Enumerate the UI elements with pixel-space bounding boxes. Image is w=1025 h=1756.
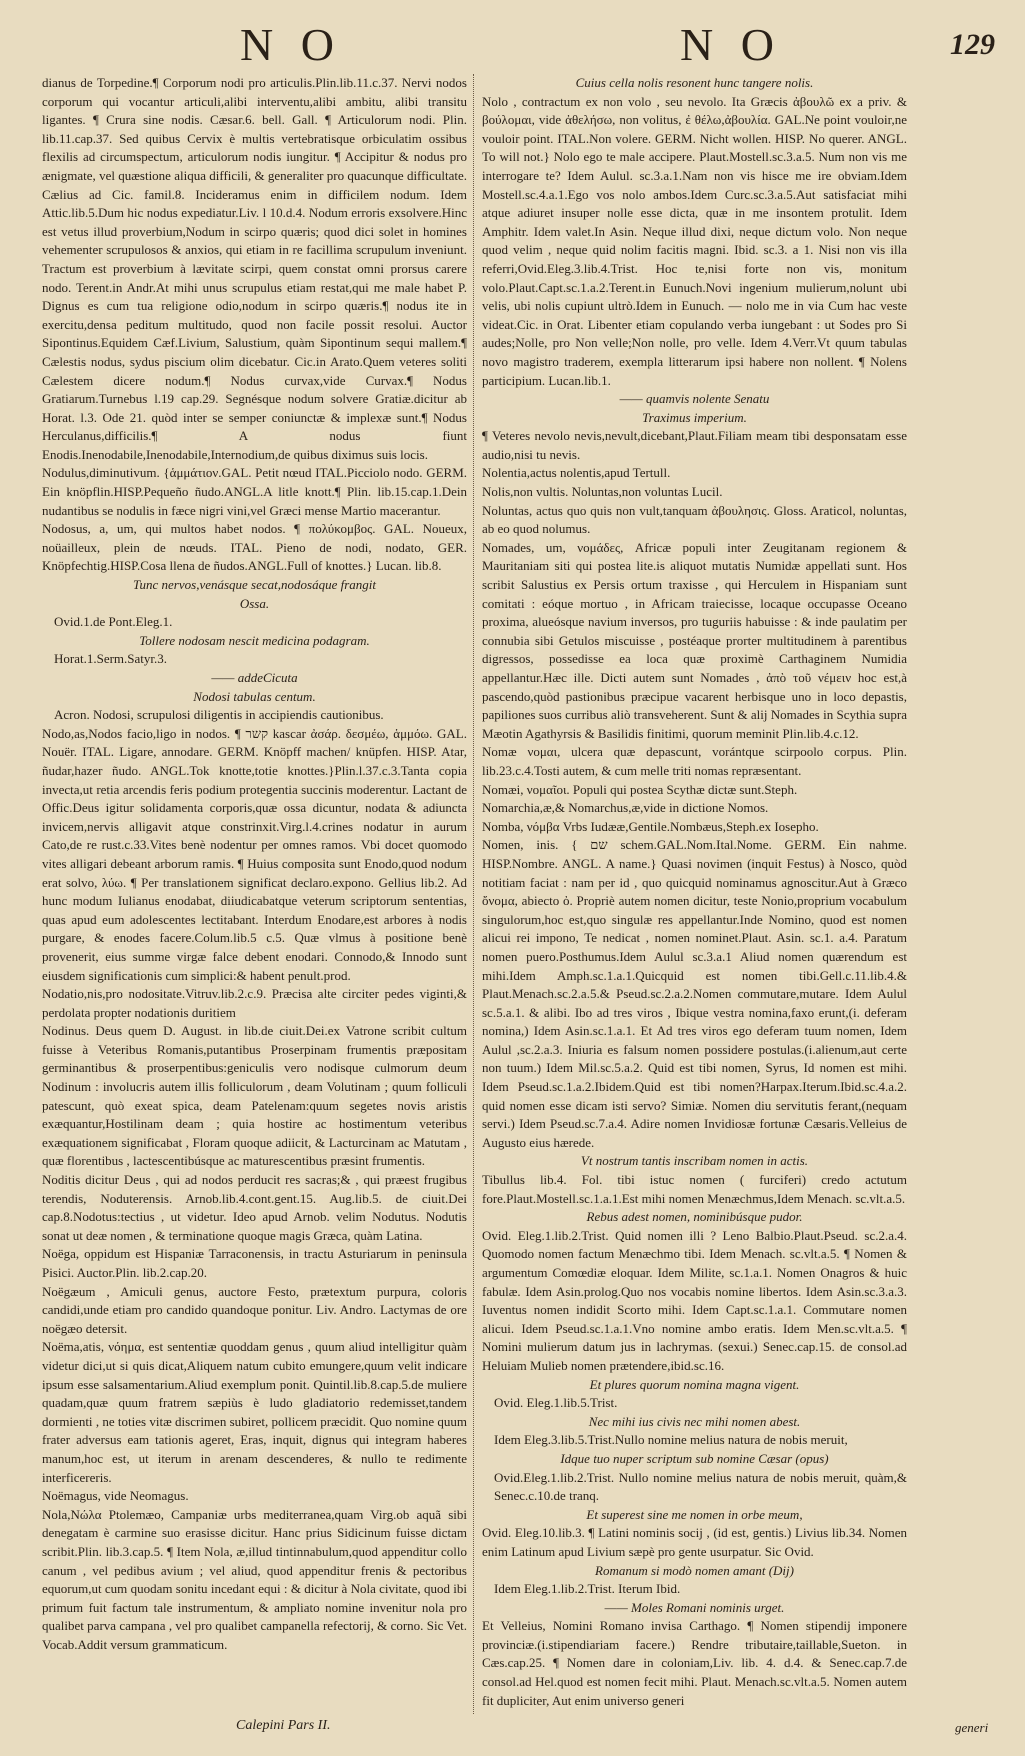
dictionary-entry: Nomæi, νομαῖοι. Populi qui postea Scythæ dictæ sunt.Steph. — [482, 781, 798, 797]
dictionary-entry: Noëmagus, vide Neomagus. — [42, 1488, 189, 1504]
verse-quote: Ossa. — [239, 595, 270, 611]
dictionary-entry: Nodinus. Deus quem D. August. in lib.de ciuit.Dei.ex Vatrone scribit cultum fuisse à Veteribus Romanis,putantibus Proserpinam frumentis præpositam germinantibus & proserpentibus:geniculis vero nodisque culmorum deum Nodinum : involucris autem illis folliculorum , deam Volutinam ; quum folliculi patescunt, quò exeat spica, deam Patelenam:quum segetes novis aristis exæquantur,Hostilinam deam ; quia hostire ac hostimentum veteribus exæquationem significabat , Floram quoque adiicit, & Lacturcinam ac Matutam , quæ florentibus , lactescentibúsque ac maturescentibus præsint frumentis. — [42, 1023, 467, 1169]
source-citation: Idem Eleg.3.lib.5.Trist.Nullo nomine melius natura de nobis meruit, — [494, 1432, 848, 1448]
dictionary-entry: Nodulus,diminutivum. {ἁμμάτιον.GAL. Petit nœud ITAL.Picciolo nodo. GERM. Ein knöpflin.HISP.Pequeño ñudo.ANGL.A litle knott.¶ Plin. lib.15.cap.1.Dein nudantibus se nodulis in fæce nigri vini,vel Græci mense Martio macerantur. — [42, 465, 467, 518]
dictionary-entry: ¶ Veteres nevolo nevis,nevult,dicebant,Plaut.Filiam meam tibi desponsatam esse audio,nisi tu nevis. — [482, 428, 907, 462]
verse-quote: Et superest sine me nomen in orbe meum, — [586, 1506, 803, 1522]
source-citation: Acron. Nodosi, scrupulosi diligentis in accipiendis cautionibus. — [54, 707, 384, 723]
dictionary-entry: Nola,Νώλα Ptolemæo, Campaniæ urbs mediterranea,quam Virg.ob aquã sibi denegatam è carmine suo erasisse dicitur. Hanc prius Sidicinum fuisse dictam scribit.Plin. lib.3.cap.5. ¶ Item Nola, æ,illud tintinnabulum,quod appenditur collo canum , vel pedibus avium ; vel aliud, quod appenditur frenis & pectoribus equorum,ut cum quodam sonitu incedant equi : & dicitur à Nola civitate, quod ibi primum fuit factum tale instrumentum, & ampliato nomine invenitur nola pro qualibet parva campana , vel pro qualibet campanella refectorij, & corno. Sic Vet. Vocab.Addit versum grammaticum. — [42, 1506, 467, 1652]
dictionary-entry: Noëga, oppidum est Hispaniæ Tarraconensis, in tractu Asturiarum in peninsula Pisici. Auctor.Plin. lib.2.cap.20. — [42, 1246, 467, 1280]
source-citation: Ovid.1.de Pont.Eleg.1. — [54, 614, 173, 630]
verse-quote: Et plures quorum nomina magna vigent. — [589, 1376, 800, 1392]
dictionary-entry: dianus de Torpedine.¶ Corporum nodi pro articulis.Plin.lib.11.c.37. Nervi nodos corporum qui vocantur articuli,alibi interventu,alibi ambitu, alibi transitu ligantes. ¶ Crura sine nodis. Cæsar.6. bell. Gall. ¶ Articulorum nodi. Plin. lib.11.cap.37. Sed quibus Cervix è multis vertebratisque orbiculatim ossibus flexilis ad circumspectum, articulorum nodis iungitur. ¶ Accipitur & nodus pro ænigmate, vel quæstione aliqua difficili, & generaliter pro quacunque difficultate. Cælius ad Cic. famil.8. Incideramus enim in difficilem nodum. Idem Attic.lib.5.Dum hic nodus expediatur.Liv. l 10.d.4. Nodum erroris exsolvere.Hinc est vetus illud proverbium,Nodum in scirpo quæris; quod dici solet in homines vehementer scrupulosos & anxios, qui etiam in re facillima scrupulum inveniunt. Tractum est proverbium à lævitate scirpi, quem constat omni prorsus carere nodo. Terent.in Andr.At mihi unus scrupulus etiam restat,qui me male habet P. Dignus es cum tua religione odio,nodum in scirpo quæris.¶ nodus ite in exercitu,densa peditum multitudo, quod non facile possit resolui. Auctor Sipontinus.Equidem Cæf.Livium, Salustium, quàm Sipontinum sequi mallem.¶ Cælestis nodus, sydus piscium olim dicebatur. Cic.in Arato.Quem veteres soliti Cælestem dicere nodum.¶ Nodus curvax,vide Curvax.¶ Nodus Gratiarum.Turnebus l.19 cap.29. Segnésque nodum solvere Gratiæ.dicitur ab Horat. l.3. Ode 21. quòd inter se semper coniunctæ & implexæ sunt.¶ Nodus Herculanus,difficilis.¶ A nodus fiunt Enodis.Inenodabile,Inenodabile,Internodium,de quibus diximus suis locis. — [42, 75, 467, 462]
verse-quote: Romanum si modò nomen amant (Dij) — [595, 1562, 794, 1578]
verse-quote: Rebus adest nomen, nominibúsque pudor. — [586, 1209, 803, 1225]
page-number: 129 — [950, 28, 995, 61]
left-column — [42, 74, 467, 1714]
dictionary-entry: Nomen, inis. { שם schem.GAL.Nom.Ital.Nome. GERM. Ein nahme. HISP.Nombre. ANGL. A name.} Quasi novimen (inquit Festus) à Nosco, quòd notitiam faciat : nam per id , quo quicquid nominamus agnoscitur.Aut à Græco ὄνομα, abiecto ὀ. Propriè autem nomen dicitur, teste Nonio,proprium vocabulum singulorum,hoc est,quo singulæ res appellantur.Inde Nomino, quod est nomen alicui rei impono, Te nedicat , nomen nominet.Plaut. Asin. sc.1. a.4. Paratum nomen puero.Posthumus.Idem Aulul sc.3.a.1 Aliud nomen quærendum est mihi.Idem Amph.sc.1.a.1.Quicquid est nomen tibi.Gell.c.11.lib.4.& Plaut.Menach.sc.2.a.5.& Pseud.sc.2.a.2.Nomen commutare,mutare. Idem Aulul sc.5.a.1. & alibi. Ibo ad tres viros , Ibique vestra nomina,faxo erunt,(i. deferam nomina,) Idem Asin.sc.1.a.1. Et Ad tres viros ego deferam tuum nomen, Idem Aulul ,sc.2.a.3. Iniuria es falsum nomen possidere postulas.(i.alienum,aut certe non tuum.) Idem Mil.sc.5.a.2. Quid est tibi nomen, Syrus, Id nomen est mihi. Idem Pseud.sc.1.a.2.Ibidem.Quid est tibi nomen?Harpax.Iterum.Ibid.sc.4.a.2. quid nomen esse dicam isti servo? Simiæ. Nomen diu servitutis ferant,(nequam servi.) Idem Pseud.sc.7.a.4. Adire nomen Invidiosæ fortunæ Cæsaris.Velleius de Augusto eius hærede. — [482, 837, 907, 1150]
column-divider — [473, 74, 474, 1714]
dictionary-entry: Nolis,non vultis. Noluntas,non voluntas Lucil. — [482, 484, 723, 500]
dictionary-entry: Nodo,as,Nodos facio,ligo in nodos. ¶ קשר kascar ἀσάρ. δεσμέω, ἁμμόω. GAL. Nouër. ITAL. Ligare, annodare. GERM. Knöpff machen/ knüpfen. HISP. Atar, ñudar,hazer ñudo. ANGL.Tok knotte,totie knottes.}Plin.l.37.c.3.Tanta copia invecta,ut retia arcendis feris podium protegentia succinis moderentur. Lactant de Offic.Deus igitur solidamenta corporis,quæ ossa dicuntur, nodata & adiuncta invicem,nervis alligavit atque constrinxit.Virg.l.4.crines nodatur in aurum Cato,de re rust.c.33.Vites benè nodentur per omnes ramos. Vbi docet quomodo vites alligari debeant arborum ramis. ¶ Huius composita sunt Enodo,quod nodum erat solvo, λύω. ¶ Per translationem significat declaro.expono. Gellius lib.2. Ad hunc modum Iulianus enodabat, diiudicabatque veterum scriptorum sententias, quas apud eum adolescentes lectitabant. Interdum Enodare,est arbores à nodis purgare, & enodes facere.Colum.lib.5 c.5. Quæ vlmus à positione benè provenerit, eius summe virgæ falce debent enodari. Connodo,& Innodo sunt eiusdem significationis cum simplici:& habent penult.prod. — [42, 725, 467, 983]
dictionary-entry: Ovid. Eleg.10.lib.3. ¶ Latini nominis socij , (id est, gentis.) Livius lib.34. Nomen enim Latinum apud Livium sæpè pro gente usurpatur. Sic Ovid. — [482, 1525, 907, 1559]
verse-quote: —— quamvis nolente Senatu — [619, 391, 770, 407]
verse-quote: Traximus imperium. — [642, 409, 747, 425]
dictionary-entry: Tibullus lib.4. Fol. tibi istuc nomen ( furciferi) credo actutum fore.Plaut.Mostell.sc.1.a.1.Est mihi nomen Menæchmus,Idem Menach. sc.vlt.a.5. — [482, 1172, 907, 1206]
dictionary-entry: Nodatio,nis,pro nodositate.Vitruv.lib.2.c.9. Præcisa alte circiter pedes viginti,& perdolata propter nodationis duritiem — [42, 986, 467, 1020]
dictionary-entry: Noluntas, actus quo quis non vult,tanquam ἀβουλησις. Gloss. Araticol, noluntas, ab eo quod nolumus. — [482, 502, 907, 537]
dictionary-entry: Nolentia,actus nolentis,apud Tertull. — [482, 465, 671, 481]
running-header — [0, 0, 1025, 72]
verse-quote: Cuius cella nolis resonent hunc tangere nolis. — [575, 75, 814, 90]
verse-quote: —— Moles Romani nominis urget. — [604, 1599, 785, 1615]
source-citation: Idem Eleg.1.lib.2.Trist. Iterum Ibid. — [494, 1581, 681, 1597]
verse-quote: Tollere nodosam nescit medicina podagram. — [139, 632, 370, 648]
source-citation: Ovid.Eleg.1.lib.2.Trist. Nullo nomine melius natura de nobis meruit, quàm,& Senec.c.10.de tranq. — [494, 1469, 907, 1504]
dictionary-entry: Nomba, νόμβα Vrbs Iudææ,Gentile.Nombæus,Steph.ex Iosepho. — [482, 818, 819, 834]
right-column — [482, 74, 907, 1714]
verse-quote: Nodosi tabulas centum. — [193, 688, 316, 704]
dictionary-entry: Noditis dicitur Deus , qui ad nodos perducit res sacras;& , qui præest frugibus terendis, Noduterensis. Arnob.lib.4.cont.gent.15. Aug.lib.5. de ciuit.Dei cap.8.Nodotus:tectius , ut videtur. Ideo apud Arnob. velim Nodutus. Nodutis sonat ut deæ nomen , & terminatione quoque magis Græca, quàm Latina. — [42, 1172, 467, 1243]
source-citation: Horat.1.Serm.Satyr.3. — [54, 651, 168, 667]
dictionary-entry: Noëgæum , Amiculi genus, auctore Festo, prætextum purpura, coloris candidi,unde etiam pro candido quandoque ponitur. Liv. Andro. Lactymas de ore noëgæo detersit. — [42, 1283, 467, 1336]
dictionary-entry: Et Velleius, Nomini Romano invisa Carthago. ¶ Nomen stipendij imponere provinciæ.(i.stipendiariam facere.) Rendre tributaire,taillable,Sueton. in Cæs.cap.25. ¶ Nomen dare in coloniam,Liv. lib. 4. d.4. & Senec.cap.7.de consol.ad Hel.quod est nomen fecit mihi. Plaut. Menach.sc.vlt.a.5. Nomen autem fit dupliciter, Aut enim universo generi — [482, 1618, 907, 1708]
dictionary-entry: Nomarchia,æ,& Nomarchus,æ,vide in dictione Nomos. — [482, 800, 769, 816]
dictionary-entry: Nodosus, a, um, qui multos habet nodos. ¶ πολύκομβος. GAL. Noueux, noüailleux, plein de nœuds. ITAL. Pieno de nodi, nodato, GER. Knöpfechtig.HISP.Cosa llena de ñudos.ANGL.Full of knottes.} Lucan. lib.8. — [42, 521, 467, 574]
verse-quote: Idque tuo nuper scriptum sub nomine Cæsar (opus) — [560, 1450, 829, 1466]
verse-quote: Nec mihi ius civis nec mihi nomen abest. — [588, 1413, 801, 1429]
signature-line: Calepini Pars II. — [236, 1718, 331, 1733]
verse-quote: Vt nostrum tantis inscribam nomen in actis. — [580, 1153, 809, 1169]
right-running-head: N O — [680, 19, 782, 70]
left-running-head: N O — [240, 19, 342, 70]
dictionary-entry: Ovid. Eleg.1.lib.2.Trist. Quid nomen illi ? Leno Balbio.Plaut.Pseud. sc.2.a.4. Quomodo nomen factum Menæchmo tibi. Idem Menach. sc.vlt.a.5. ¶ Nomen & argumentum Comœdiæ eloquar. Idem Milite, sc.1.a.1. Nomen Onagros & huic fabulæ. Idem Asin.prolog.Quo nos vocabis nomine libertos. Idem Asin.sc.3.a.3. Iuventus nomen indidit Scorto mihi. Idem Capt.sc.1.a.1. Commutare nomen alicui. Idem Pseud.sc.1.a.1.Vno nomine ambo eratis. Idem Men.sc.vlt.a.5. ¶ Nomini mulierum datum jus in lachrymas. (sexui.) Senec.cap.15. de consol.ad Heluiam Mulieb nomen prætendere,ibid.sc.16. — [482, 1227, 907, 1373]
dictionary-entry: Noëma,atis, νόημα, est sententiæ quoddam genus , quum aliud intelligitur quàm videtur dici,ut si quis dicat,Aliquem natum cubito emungere,quum velit indicare ipsum esse salsamentarium.Aliud exemplum ponit. Quintil.lib.8.cap.5.de muliere quadam,quæ quum fratrem sæpiùs è ludo gladiatorio redemisset,tandem dormienti , ne toties vitæ discrimen subiret, pollicem præcidit. Quo nomine quum frater adversus eam tationis ageret, Eras, inquit, dignus qui integram haberes manum,hoc est, ut iterum in arenam descenderes, & nullo te redimente interficereris. — [42, 1339, 467, 1485]
dictionary-entry: Nolo , contractum ex non volo , seu nevolo. Ita Græcis ἀβουλῶ ex a priv. & βούλομαι, vide ἀθελήσω, non volitus, ἐ θέλω,ἀβουλία. GAL.Ne point vouloir,ne vouloir point. ITAL.Non volere. GERM. Nicht wollen. HISP. No querer. ANGL. To will not.} Nolo ego te male accipere. Plaut.Mostell.sc.3.a.5. Num non vis me interrogare te? Idem Aulul. sc.3.a.1.Nam non vis hisce me ire obviam.Idem Mostell.sc.4.a.1.Ego vos nolo ambos.Idem Curc.sc.3.a.5.Aut satisfaciat mihi atque adiuret insuper nolle esse dicta, quæ in me insontem protulit. Idem Amphitr. Idem valet.In Asin. Neque illud dixi, neque dictum volo. Non neque quod velim , neque quid nolim facitis magni. Ibid. sc.3. a 1. Nisi non vis illa referri,Ovid.Eleg.3.lib.4.Trist. Hoc te,nisi forte non vis, monitum volo.Plaut.Capt.sc.1.a.2.Terent.in Eunuch.Novi ingenium mulierum,nolunt ubi velis, ubi nolis cupiunt ultrò.Idem in Eunuch. — nolo me in via Cum hac veste videat.Cic. in Orat. Libenter etiam copulando verba iungebant : ut Sodes pro Si audes;Nolle, pro Non velle;Non nolle, pro velle. Idem 4.Verr.Vt quum tabulas novo magistro traderem, exempla litterarum ipsi habere non nollent. ¶ Nolens participium. Lucan.lib.1. — [482, 93, 907, 388]
source-citation: Ovid. Eleg.1.lib.5.Trist. — [494, 1395, 618, 1411]
dictionary-entry: Nomæ νομαι, ulcera quæ depascunt, vorántque scirpoolo corpus. Plin. lib.23.c.4.Tosti autem, & cum melle triti nomas repræsentant. — [482, 744, 907, 778]
verse-quote: —— addeCicuta — [211, 670, 298, 685]
catchword: generi — [955, 1720, 989, 1735]
verse-quote: Tunc nervos,venásque secat,nodosáque frangit — [133, 577, 376, 593]
dictionary-entry: Nomades, um, νομάδες, Africæ populi inter Zeugitanam regionem & Mauritaniam siti qui postea lite.is aliquot mutatis Numidæ appellati sunt. Hos scribit Salustius ex Persis ortum traxisse , qui Herculem in Hispaniam sunt comitati : eóque mortuo , in Africam traiecisse, locaque occupasse Oceano proxima, alueósque navium inversos, pro tuguriis habuisse : & inde paulatim per connubia sibi Getulos miscuisse , postéaque prorter multitudinem à parentibus digressos, possedisse ea loca quæ proximè Carthaginem Numidia appellantur.Hæc ille. Dicti autem sunt Nomades , ἀπὸ τοῦ νέμειν hoc est,à pascendo,quòd pastionibus præcipue vacarent herbisque uno in loco depastis, papiliones suos curribus aliò transveherent. Sunt & alij Nomades in Scythia supra Mæotin Agathyrsis & Basilidis finitimi, quorum meminit Plin.lib.4.c.12. — [482, 539, 907, 741]
